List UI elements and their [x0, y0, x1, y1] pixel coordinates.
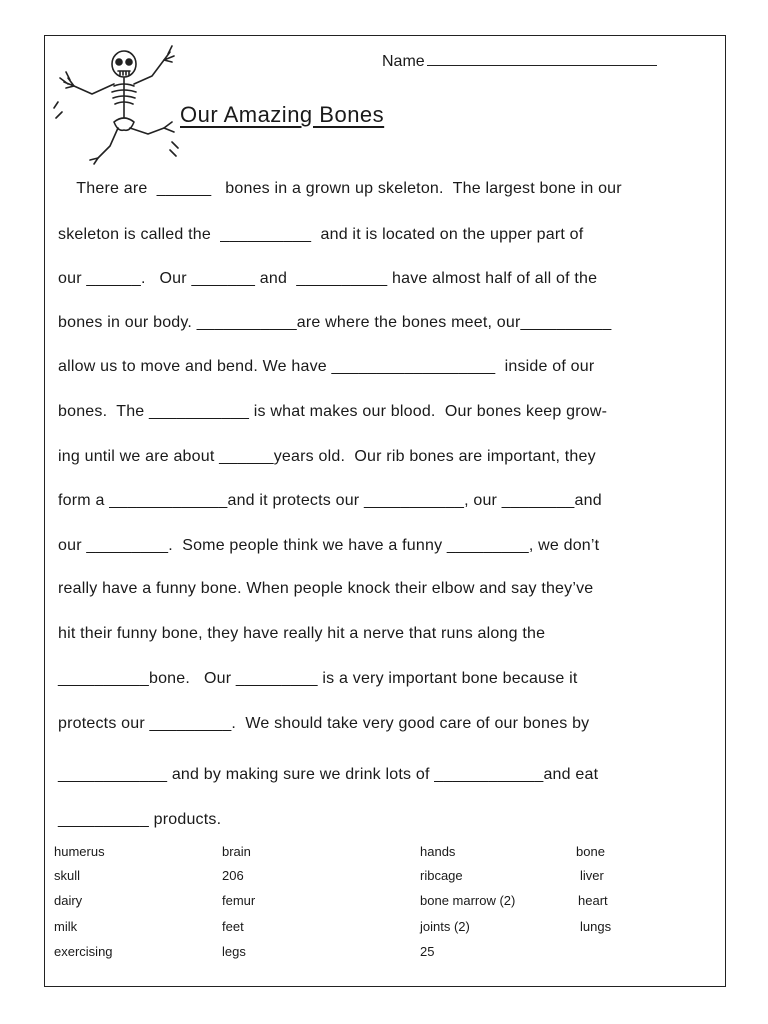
passage-line: form a _____________and it protects our ___________, our ________and	[58, 492, 602, 509]
passage-line: bones. The ___________ is what makes our blood. Our bones keep grow-	[58, 403, 608, 420]
page-title: Our Amazing Bones	[180, 102, 385, 127]
word-bank-item: heart	[578, 893, 608, 908]
word-bank-item: humerus	[54, 844, 105, 859]
word-bank-item: liver	[580, 868, 604, 883]
passage-line: ____________ and by making sure we drink lots of ____________and eat	[58, 766, 599, 783]
passage-line: hit their funny bone, they have really hit a nerve that runs along the	[58, 625, 546, 642]
word-bank-item: bone marrow (2)	[420, 893, 516, 908]
passage-line: our _________. Some people think we have a funny _________, we don’t	[58, 537, 600, 554]
word-bank-item: feet	[222, 919, 244, 934]
name-blank[interactable]	[427, 50, 657, 66]
word-bank-item: 206	[222, 868, 244, 883]
passage-line: ing until we are about ______years old. Our rib bones are important, they	[58, 448, 596, 465]
passage-line: bones in our body. ___________are where the bones meet, our__________	[58, 314, 612, 331]
word-bank-item: milk	[54, 919, 78, 934]
word-bank-item: ribcage	[420, 868, 463, 883]
name-field[interactable]	[382, 50, 657, 71]
passage-line: __________bone. Our _________ is a very important bone because it	[58, 670, 578, 687]
word-bank-item: brain	[222, 844, 251, 859]
passage-line: allow us to move and bend. We have __________________ inside of our	[58, 358, 595, 375]
word-bank-item: bone	[576, 844, 605, 859]
passage-line: really have a funny bone. When people knock their elbow and say they’ve	[58, 580, 594, 597]
passage-line: protects our _________. We should take very good care of our bones by	[58, 715, 590, 732]
dancing-skeleton-icon	[52, 42, 184, 170]
word-bank-item: lungs	[580, 919, 612, 934]
word-bank-item: 25	[420, 944, 435, 959]
word-bank-item: hands	[420, 844, 456, 859]
passage-line: skeleton is called the __________ and it is located on the upper part of	[58, 226, 584, 243]
passage-line: There are ______ bones in a grown up skeleton. The largest bone in our	[58, 180, 622, 197]
word-bank-item: legs	[222, 944, 246, 959]
word-bank-item: exercising	[54, 944, 113, 959]
passage-line: __________ products.	[58, 811, 222, 828]
word-bank-item: joints (2)	[420, 919, 470, 934]
word-bank-item: femur	[222, 893, 256, 908]
word-bank-item: dairy	[54, 893, 83, 908]
passage-line: our ______. Our _______ and __________ have almost half of all of the	[58, 270, 598, 287]
word-bank-item: skull	[54, 868, 81, 883]
name-label: Name	[382, 53, 425, 70]
worksheet-border	[44, 35, 726, 987]
